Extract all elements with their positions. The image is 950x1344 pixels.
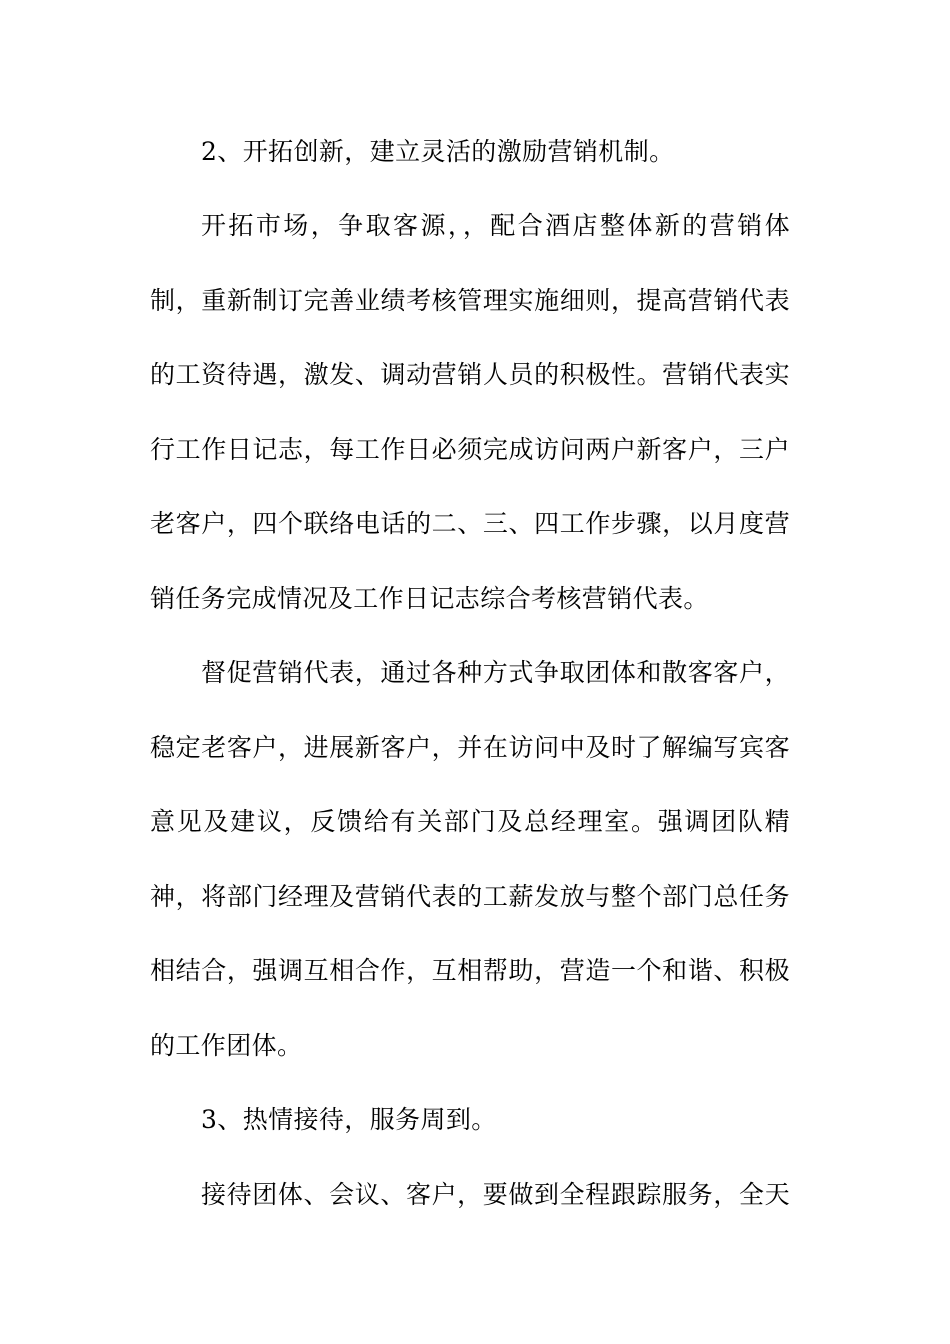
section-heading-2: 2、开拓创新，建立灵活的激励营销机制。 [201,137,675,166]
paragraph-line: 接待团体、会议、客户，要做到全程跟踪服务，全天 [201,1180,790,1209]
paragraph-line: 制，重新制订完善业绩考核管理实施细则，提高营销代表 [150,286,790,315]
section-heading-3: 3、热情接待，服务周到。 [201,1105,497,1134]
paragraph-line: 意见及建议，反馈给有关部门及总经理室。强调团队精 [150,807,790,836]
paragraph-line: 行工作日记志，每工作日必须完成访问两户新客户，三户 [150,435,790,464]
paragraph-line: 相结合，强调互相合作，互相帮助，营造一个和谐、积极 [150,956,790,985]
paragraph-line: 神，将部门经理及营销代表的工薪发放与整个部门总任务 [150,882,790,911]
paragraph-line: 稳定老客户，进展新客户，并在访问中及时了解编写宾客 [150,733,790,762]
paragraph-line: 的工作团体。 [150,1031,303,1060]
paragraph-line: 销任务完成情况及工作日记志综合考核营销代表。 [150,584,709,613]
paragraph-line: 督促营销代表，通过各种方式争取团体和散客客户， [201,658,790,687]
paragraph-line: 的工资待遇，激发、调动营销人员的积极性。营销代表实 [150,360,790,389]
paragraph-line: 开拓市场，争取客源，，配合酒店整体新的营销体 [201,211,790,240]
paragraph-line: 老客户，四个联络电话的二、三、四工作步骤，以月度营 [150,509,790,538]
